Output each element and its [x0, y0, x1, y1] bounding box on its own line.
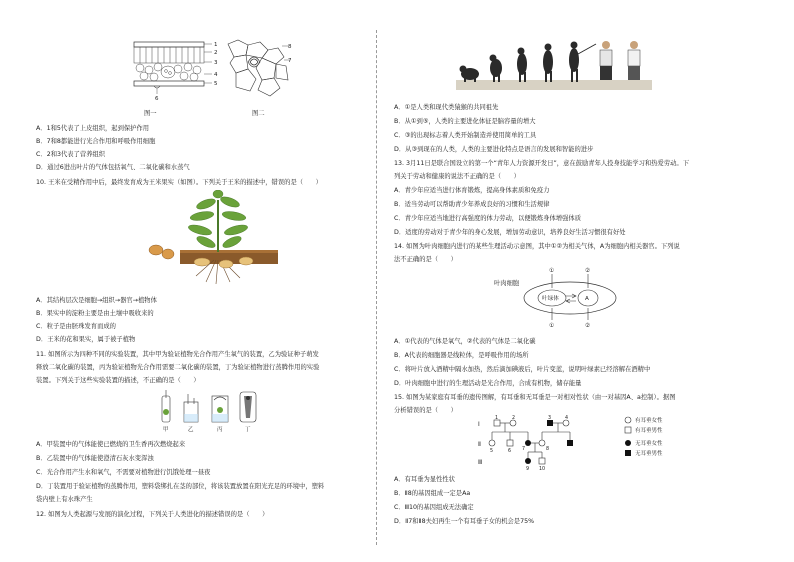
gas-2-bottom-right: ② — [585, 323, 591, 329]
fig1-label-2: 2 — [214, 50, 218, 56]
q15-option-a: A．有耳垂为显性性状 — [394, 476, 455, 483]
corn-plant-figure — [146, 190, 280, 288]
column-divider — [376, 30, 377, 545]
fig1-label-1: 1 — [214, 42, 218, 48]
q10-option-b: B．果实中的淀粉主要是由土壤中吸收来的 — [36, 310, 154, 317]
q15-option-b: B．Ⅱ8的基因组成一定是Aa — [394, 490, 471, 497]
q11-option-a: A．甲装置中的气体能使已燃烧的卫生香再次燃烧起来 — [36, 441, 186, 448]
individual-5: 5 — [490, 449, 494, 454]
apparatus-label-jia: 甲 — [163, 427, 169, 433]
q15-stem-line-2: 分析错误的是（ ） — [394, 407, 457, 414]
q13-stem-line-2: 列关于劳动和健康的说法不正确的是（ ） — [394, 173, 520, 180]
individual-4: 4 — [565, 416, 569, 421]
legend-affected-female: 有耳垂女性 — [635, 418, 663, 424]
individual-10: 10 — [539, 467, 546, 472]
q13-option-b: B．适当劳动可以帮助青少年养成良好的习惯和生活规律 — [394, 201, 550, 208]
fig2-label-8: 8 — [288, 44, 292, 50]
q11-option-d-line-1: D．丁装置用于验证植物的蒸腾作用，塑料袋绑扎在茎的部位，将该装置放置在阳光充足的环境中，塑料 — [36, 483, 325, 490]
pedigree-chart — [478, 414, 718, 474]
fig1-caption: 图一 — [144, 110, 157, 117]
q15-option-d: D．Ⅱ7和Ⅱ8夫妇再生一个有耳垂子女的机会是75% — [394, 518, 535, 525]
experiment-apparatus-figure — [154, 388, 266, 434]
fig1-label-6: 6 — [155, 96, 159, 102]
legend-unaffected-female: 无耳垂女性 — [635, 441, 663, 447]
q9-option-b: B．7和8都能进行光合作用和呼吸作用细胞 — [36, 138, 156, 145]
q12-stem: 12. 如图为人类起源与发展的演化过程，下列关于人类进化的描述错误的是（ ） — [36, 511, 269, 518]
fig2-caption: 图二 — [252, 110, 265, 117]
fig1-label-5: 5 — [214, 81, 218, 87]
fig1-label-3: 3 — [214, 60, 218, 66]
apparatus-label-ding: 丁 — [245, 427, 251, 433]
human-evolution-figure — [456, 36, 652, 92]
q13-stem-line-1: 13. 3月11日是联合国设立的第一个“青年人力资源开发日”，意在鼓励青年人投身技能学习和热爱劳动。下 — [394, 160, 690, 167]
q9-option-d: D．通过6进出叶片的气体包括氧气、二氧化碳和水蒸气 — [36, 164, 190, 171]
organelle-a-label: A — [585, 296, 589, 302]
q11-option-c: C．光合作用产生水和氧气，不需要对植物进行饥饿处理一昼夜 — [36, 469, 211, 476]
q10-option-c: C．粒子是由胚珠发育而成的 — [36, 323, 116, 330]
q11-stem-line-3: 装置。下列关于这些实验装置的描述，不正确的是（ ） — [36, 377, 200, 384]
q15-stem-line-1: 15. 如图为某家庭有耳垂的遗传图解，有耳垂和无耳垂是一对相对性状（由一对基因A、a控制）。据图 — [394, 394, 676, 401]
apparatus-label-yi: 乙 — [188, 427, 194, 433]
fig1-label-4: 4 — [214, 72, 218, 78]
q12-option-c: C．③的出现标志着人类开始制造并使用简单的工具 — [394, 132, 537, 139]
q12-option-a: A．①是人类和现代类猿猴的共同祖先 — [394, 104, 499, 111]
q10-option-d: D．王米的花和果实，属于被子植物 — [36, 336, 136, 343]
leaf-cell-label: 叶肉细胞 — [494, 280, 520, 287]
q11-stem-line-2: 释放二氧化碳的装置，丙为验证植物光合作用需要二氧化碳的装置，丁为验证植物进行蒸腾作用的实验 — [36, 364, 320, 371]
gas-1-top-left: ① — [549, 268, 555, 274]
q10-stem: 10. 王米在受精作用中后，最终发育成为王米果实（如图）。下列关于王米的描述中，错误的是（ ） — [36, 179, 322, 186]
q13-option-d: D．适度的劳动对于青少年的身心发展，增加劳动意识，培养良好生活习惯很有好处 — [394, 229, 626, 236]
apparatus-label-bing: 丙 — [217, 427, 223, 433]
q11-option-d-line-2: 袋内壁上有水珠产生 — [36, 496, 93, 503]
gas-1-bottom-left: ① — [549, 323, 555, 329]
q11-stem-line-1: 11. 如图所示为四种不同的实验装置，其中甲为验证植物光合作用产生氧气的装置，乙为验证种子萌发 — [36, 351, 319, 358]
individual-1: 1 — [495, 416, 499, 421]
q14-stem-line-2: 法不正确的是（ ） — [394, 256, 457, 263]
q14-option-d: D．叶肉细胞中进行的生理活动是光合作用，合成有机物，储存能量 — [394, 380, 582, 387]
q14-option-c: C．将叶片放入酒精中隔水加热，然后滴加碘液后，叶片变蓝，说明叶绿素已经溶解在酒精中 — [394, 366, 651, 373]
q12-option-b: B．从①到⑤，人类的主要进化体征是脑容量的增大 — [394, 118, 536, 125]
generation-III: Ⅲ — [478, 459, 483, 466]
leaf-cell-diagram — [492, 264, 624, 330]
gas-2-top-right: ② — [585, 268, 591, 274]
individual-8: 8 — [546, 447, 550, 452]
q10-option-a: A．其结构层次是细胞→组织→器官→植物体 — [36, 297, 157, 304]
chloroplast-label: 叶绿体 — [542, 296, 559, 302]
individual-9: 9 — [526, 467, 530, 472]
q9-option-a: A．1和5代表了上皮组织，起到保护作用 — [36, 125, 150, 132]
q12-option-d: D．从③到现在的人类，人类的主要进化特点是语言的发展和智能的进步 — [394, 146, 594, 153]
q15-option-c: C．Ⅲ10的基因组成无法确定 — [394, 504, 474, 511]
leaf-epidermis-figure — [224, 38, 294, 100]
individual-6: 6 — [508, 449, 512, 454]
q14-option-a: A．①代表的气体是氧气，②代表的气体是二氧化碳 — [394, 338, 536, 345]
q14-stem-line-1: 14. 如图为叶肉细胞内进行的某些生理活动示意图，其中①②为相关气体，A为细胞内相关器官。下列说 — [394, 243, 680, 250]
individual-2: 2 — [512, 416, 516, 421]
q14-option-b: B．A代表的细胞器是线粒体，是呼吸作用的场所 — [394, 352, 529, 359]
individual-3: 3 — [548, 416, 552, 421]
left-column — [34, 0, 366, 562]
legend-affected-male: 有耳垂男性 — [635, 428, 663, 434]
generation-II: Ⅱ — [478, 441, 481, 448]
fig2-label-7: 7 — [288, 58, 292, 64]
q11-option-b: B．乙装置中的气体能使澄清石灰水变浑浊 — [36, 455, 154, 462]
legend-unaffected-male: 无耳垂男性 — [635, 451, 663, 457]
right-column — [392, 0, 762, 562]
leaf-cross-section-figure — [132, 36, 224, 104]
individual-7: 7 — [522, 447, 526, 452]
q13-option-a: A．青少年应适当进行体育锻炼，提高身体素质和免疫力 — [394, 187, 550, 194]
q9-option-c: C．2和3代表了营养组织 — [36, 151, 106, 158]
generation-I: Ⅰ — [478, 421, 480, 428]
q13-option-c: C．青少年应适当地进行高强度的体力劳动，以便锻炼身体增强体质 — [394, 215, 582, 222]
